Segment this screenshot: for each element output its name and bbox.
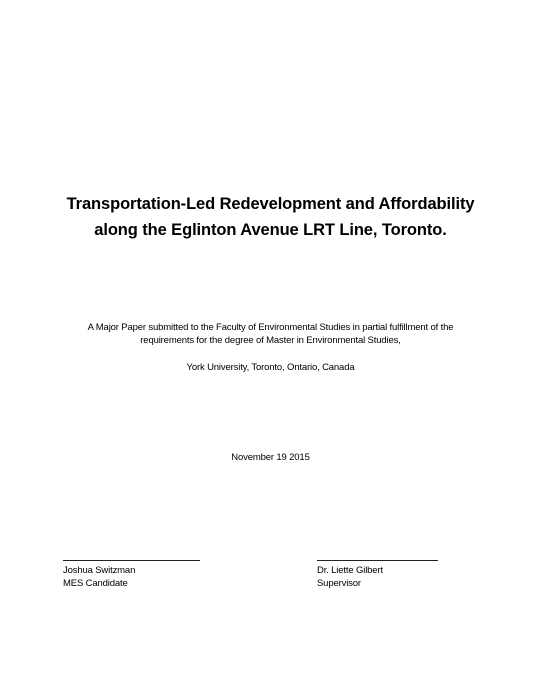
supervisor-signature-block — [317, 560, 438, 590]
supervisor-name: Dr. Liette Gilbert — [317, 565, 383, 576]
title-line-1: Transportation-Led Redevelopment and Affordability — [66, 195, 475, 213]
submission-date: November 19 2015 — [231, 452, 310, 463]
supervisor-signature-line — [317, 560, 438, 561]
candidate-name: Joshua Switzman — [63, 565, 136, 576]
supervisor-role: Supervisor — [317, 578, 361, 589]
candidate-signature-line — [63, 560, 200, 561]
candidate-signature-block — [63, 560, 200, 590]
submission-line-1: A Major Paper submitted to the Faculty of Environmental Studies in partial fulfillment of the — [87, 322, 454, 333]
candidate-role: MES Candidate — [63, 578, 128, 589]
submission-statement — [0, 321, 541, 347]
submission-line-2: requirements for the degree of Master in Environmental Studies, — [140, 335, 401, 346]
university-line: York University, Toronto, Ontario, Canada — [186, 362, 355, 373]
document-title — [0, 191, 541, 243]
title-line-2: along the Eglinton Avenue LRT Line, Toronto. — [94, 221, 447, 239]
